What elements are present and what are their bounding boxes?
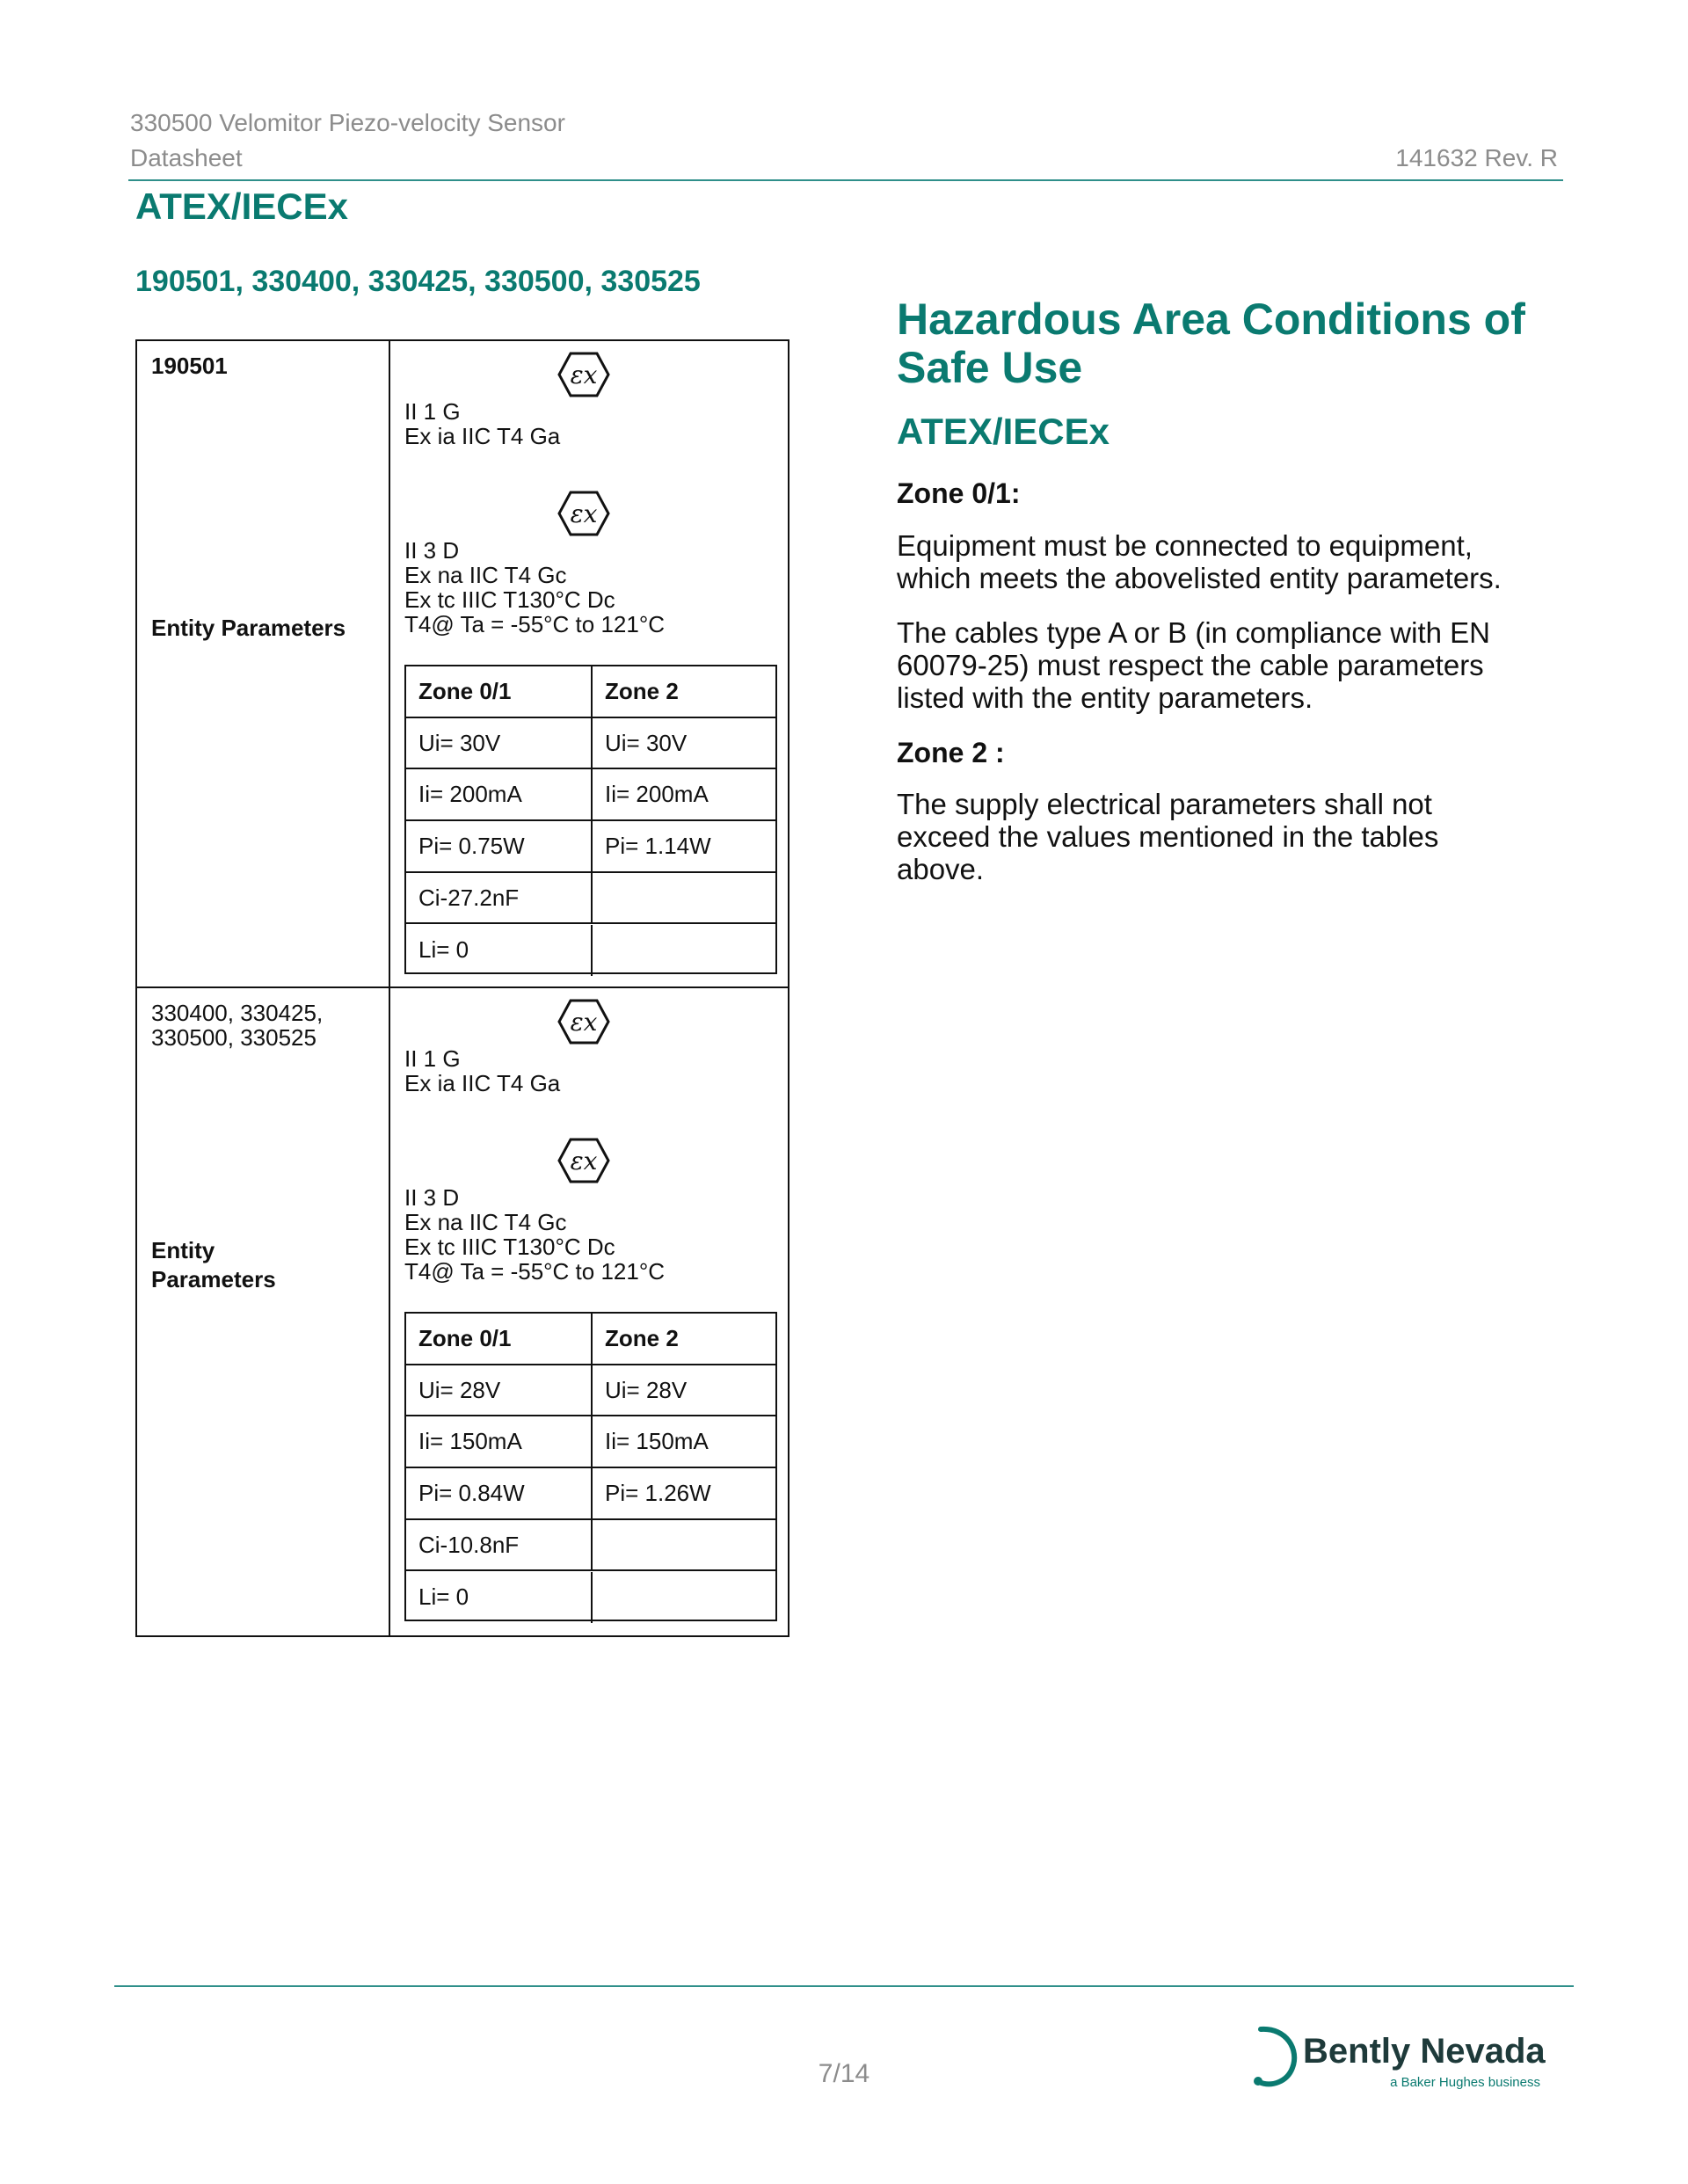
table-row [406, 925, 775, 977]
table-cell: Ui= 30V [605, 729, 688, 756]
marking-gas: Ex na IIC T4 Gc [404, 562, 567, 588]
text-line: The supply electrical parameters shall not [897, 788, 1432, 820]
table-row [406, 873, 775, 925]
ex-hexagon-icon [557, 1138, 610, 1183]
table-cell: Ii= 200mA [605, 781, 709, 808]
marking-category-1: II 1 G [404, 398, 461, 425]
doc-number: 141632 Rev. R [1395, 144, 1558, 171]
table-cell [593, 1520, 775, 1570]
marking-gas: Ex na IIC T4 Gc [404, 1209, 567, 1235]
table-row [406, 821, 775, 873]
doc-type: Datasheet [130, 144, 243, 171]
svg-text:εx: εx [570, 1008, 598, 1037]
svg-text:εx: εx [570, 360, 598, 389]
table-header-row [406, 666, 775, 718]
page-number: 7/14 [818, 2059, 870, 2088]
table-cell: Ii= 150mA [406, 1416, 593, 1467]
footer-rule [114, 1985, 1574, 1987]
table-row [406, 1416, 775, 1468]
zone01-header: Zone 0/1 [406, 1314, 593, 1364]
marking-temperature: T4@ Ta = -55°C to 121°C [404, 1258, 666, 1285]
table-cell [593, 1572, 775, 1624]
entity-block-330x [137, 988, 788, 1635]
entity-parameters-table [135, 339, 789, 1637]
marking-category-2: II 3 D [404, 537, 460, 564]
marking-category-1: II 1 G [404, 1045, 461, 1072]
table-row [406, 1572, 775, 1624]
text-line: Equipment must be connected to equipment, [897, 529, 1473, 562]
marking-temperature: T4@ Ta = -55°C to 121°C [404, 611, 666, 637]
bently-nevada-logo-icon [1248, 2024, 1305, 2091]
table-cell: Li= 0 [406, 1572, 593, 1624]
table-cell: Pi= 1.14W [605, 833, 711, 860]
table-cell: Ci-10.8nF [406, 1520, 593, 1570]
model-label: 330400, 330425, 330500, 330525 [151, 1000, 324, 1051]
product-title: 330500 Velomitor Piezo-velocity Sensor [130, 109, 565, 136]
conditions-title-line2: Safe Use [897, 343, 1083, 392]
table-cell: Li= 0 [406, 925, 593, 977]
table-cell: Pi= 0.84W [406, 1468, 593, 1518]
table-cell: Ii= 150mA [605, 1428, 709, 1455]
text-line: listed with the entity parameters. [897, 681, 1313, 714]
zone-parameters-table [404, 665, 777, 974]
text-line: which meets the abovelisted entity parameters. [897, 562, 1502, 594]
models-heading: 190501, 330400, 330425, 330500, 330525 [135, 265, 701, 298]
text-line: The cables type A or B (in compliance with EN [897, 616, 1490, 649]
entity-block-190501 [137, 341, 788, 988]
zone01-paragraph-2 [897, 616, 1565, 714]
table-cell: Ui= 28V [406, 1365, 593, 1416]
zone01-paragraph-1 [897, 529, 1565, 594]
zone01-heading: Zone 0/1: [897, 477, 1021, 509]
conditions-subtitle: ATEX/IECEx [897, 411, 1110, 452]
conditions-title [897, 295, 1565, 392]
text-line: 60079-25) must respect the cable parameters [897, 649, 1484, 681]
table-row [406, 1468, 775, 1520]
zone2-header: Zone 2 [605, 678, 679, 704]
table-cell: Ui= 28V [605, 1376, 688, 1403]
table-cell [593, 873, 775, 923]
marking-category-2: II 3 D [404, 1184, 460, 1211]
zone2-heading: Zone 2 : [897, 737, 1005, 768]
zone01-header: Zone 0/1 [406, 666, 593, 717]
zone-parameters-table [404, 1312, 777, 1621]
table-cell: Ci-27.2nF [406, 873, 593, 923]
table-row [406, 718, 775, 770]
marking-dust: Ex tc IIIC T130°C Dc [404, 1234, 615, 1260]
zone2-paragraph [897, 788, 1565, 885]
ex-hexagon-icon [557, 352, 610, 397]
header-rule [128, 179, 1563, 181]
marking-dust: Ex tc IIIC T130°C Dc [404, 586, 615, 613]
svg-text:εx: εx [570, 1147, 598, 1176]
text-line: exceed the values mentioned in the tables [897, 820, 1439, 853]
table-row [406, 1520, 775, 1572]
model-label: 190501 [151, 353, 228, 379]
table-cell: Ui= 30V [406, 718, 593, 768]
section-title: ATEX/IECEx [135, 186, 348, 227]
ex-hexagon-icon [557, 999, 610, 1045]
table-row [406, 769, 775, 821]
entity-parameters-label: Entity Parameters [151, 615, 346, 641]
brand-tagline: a Baker Hughes business [1390, 2075, 1540, 2090]
table-cell: Pi= 1.26W [605, 1480, 711, 1507]
table-cell: Ii= 200mA [406, 769, 593, 819]
svg-text:εx: εx [570, 499, 598, 528]
marking-protection-1: Ex ia IIC T4 Ga [404, 423, 561, 449]
table-cell [593, 925, 775, 977]
conditions-title-line1: Hazardous Area Conditions of [897, 295, 1525, 344]
entity-parameters-label: Entity Parameters [151, 1237, 276, 1292]
ex-hexagon-icon [557, 491, 610, 536]
text-line: above. [897, 853, 985, 885]
table-row [406, 1365, 775, 1417]
table-header-row [406, 1314, 775, 1365]
table-cell: Pi= 0.75W [406, 821, 593, 871]
brand-name: Bently Nevada [1303, 2032, 1546, 2071]
marking-protection-1: Ex ia IIC T4 Ga [404, 1070, 561, 1096]
zone2-header: Zone 2 [605, 1325, 679, 1351]
